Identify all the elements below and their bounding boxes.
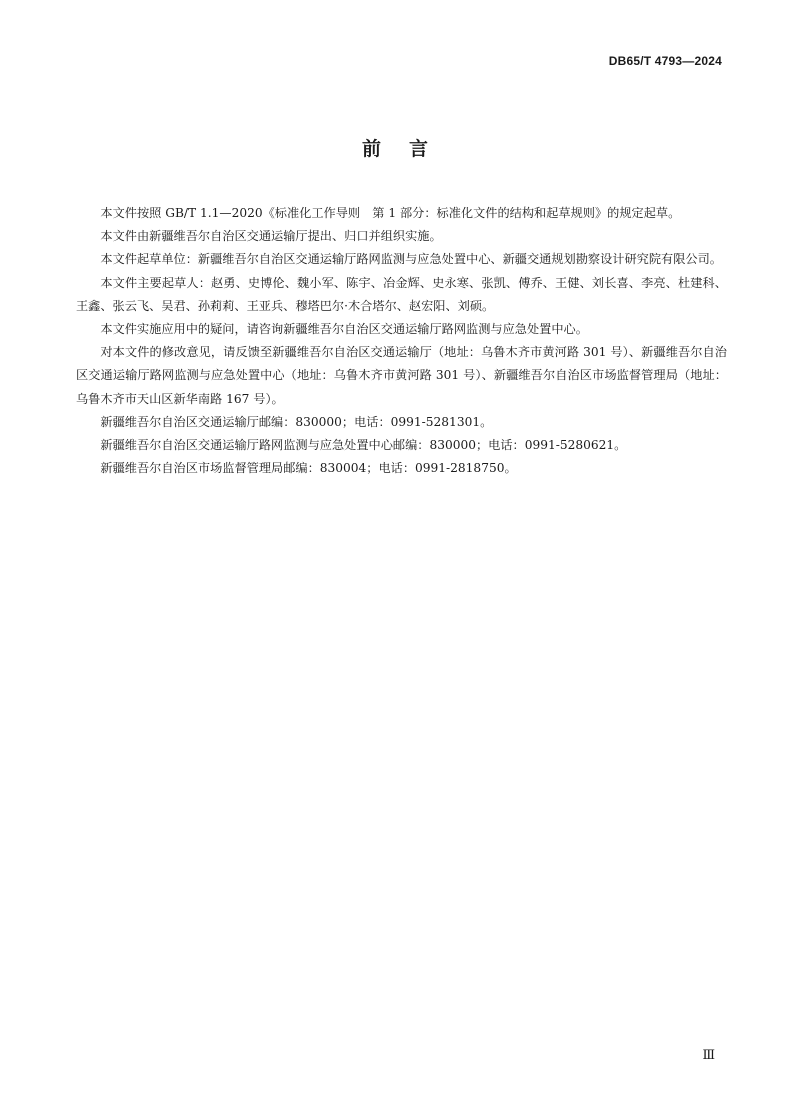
foreword-body xyxy=(76,202,727,480)
paragraph-drafting-units: 本文件起草单位：新疆维吾尔自治区交通运输厅路网监测与应急处置中心、新疆交通规划勘察设计研究院有限公司。 xyxy=(100,252,722,267)
paragraph-drafters: 本文件主要起草人：赵勇、史博伦、魏小军、陈宇、冶金辉、史永寒、张凯、傅乔、王健、刘长喜、李亮、杜建科、王鑫、张云飞、吴君、孙莉莉、王亚兵、穆塔巴尔·木合塔尔、赵宏阳、刘硕。 xyxy=(76,275,727,313)
paragraph-drafting-rules: 本文件按照 GB/T 1.1—2020《标准化工作导则 第 1 部分：标准化文件的结构和起草规则》的规定起草。 xyxy=(100,206,681,220)
paragraph-contact-market-bureau: 新疆维吾尔自治区市场监督管理局邮编：830004；电话：0991-2818750。 xyxy=(100,461,517,476)
paragraph-inquiries: 本文件实施应用中的疑问，请咨询新疆维吾尔自治区交通运输厅路网监测与应急处置中心。 xyxy=(100,322,588,337)
paragraph-contact-transport-dept: 新疆维吾尔自治区交通运输厅邮编：830000；电话：0991-5281301。 xyxy=(100,414,493,429)
paragraph-contact-monitoring-center: 新疆维吾尔自治区交通运输厅路网监测与应急处置中心邮编：830000；电话：0991-5280621。 xyxy=(100,438,627,453)
page-number: Ⅲ xyxy=(702,1048,715,1063)
page-title: 前言 xyxy=(361,138,456,160)
paragraph-feedback: 对本文件的修改意见，请反馈至新疆维吾尔自治区交通运输厅（地址：乌鲁木齐市黄河路 301 号）、新疆维吾尔自治区交通运输厅路网监测与应急处置中心（地址：乌鲁木齐市黄河路 301 号）、新疆维吾尔自治区市场监督管理局（地址：乌鲁木齐市天山区新华南路 167 号）。 xyxy=(76,345,727,406)
document-code: DB65/T 4793—2024 xyxy=(608,54,722,68)
paragraph-proposer: 本文件由新疆维吾尔自治区交通运输厅提出、归口并组织实施。 xyxy=(100,229,442,244)
